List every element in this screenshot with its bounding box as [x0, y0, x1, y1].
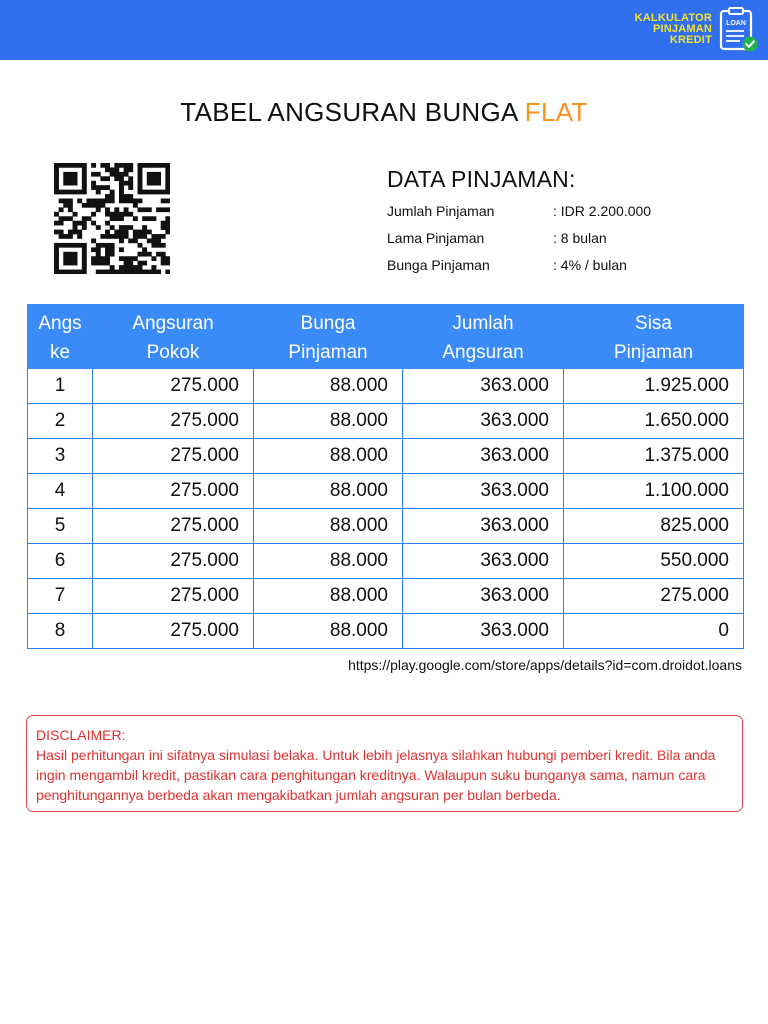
cell-principal: 275.000: [93, 579, 254, 614]
disclaimer-text: Hasil perhitungan ini sifatnya simulasi belaka. Untuk lebih jelasnya silahkan hubungi pemberi kredit. Bila anda ingin mengambil kredit, pastikan cara penghitungan kreditnya. Walaupun suku bunganya sama, namun cara penghitungannya berbeda akan mengakibatkan jumlah angsuran per bulan berbeda.: [36, 747, 716, 803]
cell-remaining-balance: 550.000: [564, 544, 744, 579]
loan-info-label: Lama Pinjaman: [387, 230, 485, 246]
loan-info-label: Bunga Pinjaman: [387, 257, 490, 273]
cell-total-installment: 363.000: [403, 474, 564, 509]
cell-remaining-balance: 0: [564, 614, 744, 649]
col-header-remaining-balance: [564, 305, 744, 369]
cell-total-installment: 363.000: [403, 439, 564, 474]
cell-principal: 275.000: [93, 509, 254, 544]
col-header-interest: [254, 305, 403, 369]
col-header-line: Bunga: [300, 312, 356, 334]
cell-installment-no: 4: [28, 474, 93, 509]
cell-installment-no: 6: [28, 544, 93, 579]
table-row: [28, 404, 744, 439]
cell-installment-no: 8: [28, 614, 93, 649]
qr-code: [54, 163, 170, 274]
table-row: [28, 369, 744, 404]
cell-total-installment: 363.000: [403, 614, 564, 649]
cell-interest: 88.000: [254, 474, 403, 509]
col-header-line: Pokok: [146, 341, 200, 363]
checkmark-badge-icon: [742, 36, 758, 52]
cell-principal: 275.000: [93, 474, 254, 509]
col-header-total-installment: [403, 305, 564, 369]
cell-interest: 88.000: [254, 544, 403, 579]
cell-total-installment: 363.000: [403, 404, 564, 439]
loan-clipboard-icon: [718, 6, 758, 52]
brand-logo: [635, 6, 758, 52]
cell-principal: 275.000: [93, 439, 254, 474]
table-row: [28, 509, 744, 544]
col-header-line: Pinjaman: [288, 341, 368, 363]
loan-info-value: : 8 bulan: [553, 230, 607, 246]
title-main: TABEL ANGSURAN BUNGA: [180, 97, 525, 127]
col-header-line: ke: [49, 341, 71, 363]
source-url: https://play.google.com/store/apps/details?id=com.droidot.loans: [348, 657, 742, 673]
cell-remaining-balance: 1.100.000: [564, 474, 744, 509]
disclaimer-box: [26, 715, 743, 812]
loan-info-label: Jumlah Pinjaman: [387, 203, 495, 219]
cell-installment-no: 2: [28, 404, 93, 439]
cell-interest: 88.000: [254, 579, 403, 614]
disclaimer-title: DISCLAIMER:: [36, 727, 126, 743]
table-row: [28, 439, 744, 474]
cell-interest: 88.000: [254, 509, 403, 544]
brand-line: KALKULATOR: [634, 11, 712, 24]
table-row: [28, 579, 744, 614]
cell-principal: 275.000: [93, 369, 254, 404]
loan-data-heading: DATA PINJAMAN:: [387, 166, 576, 192]
cell-total-installment: 363.000: [403, 579, 564, 614]
col-header-principal: [93, 305, 254, 369]
cell-total-installment: 363.000: [403, 369, 564, 404]
cell-total-installment: 363.000: [403, 509, 564, 544]
cell-remaining-balance: 1.375.000: [564, 439, 744, 474]
table-header-row: [28, 305, 744, 369]
cell-principal: 275.000: [93, 544, 254, 579]
cell-installment-no: 5: [28, 509, 93, 544]
table-row: [28, 544, 744, 579]
cell-interest: 88.000: [254, 614, 403, 649]
col-header-line: Jumlah: [452, 312, 514, 334]
table-row: [28, 614, 744, 649]
loan-info-value: : IDR 2.200.000: [553, 203, 652, 219]
cell-remaining-balance: 275.000: [564, 579, 744, 614]
cell-total-installment: 363.000: [403, 544, 564, 579]
cell-remaining-balance: 825.000: [564, 509, 744, 544]
col-header-line: Sisa: [635, 312, 672, 334]
cell-installment-no: 3: [28, 439, 93, 474]
col-header-installment-no: [28, 305, 93, 369]
installment-table: [27, 304, 744, 649]
loan-info-value: : 4% / bulan: [553, 257, 627, 273]
page-title: [0, 97, 768, 128]
cell-interest: 88.000: [254, 404, 403, 439]
cell-principal: 275.000: [93, 614, 254, 649]
brand-line: PINJAMAN: [652, 22, 712, 35]
cell-installment-no: 7: [28, 579, 93, 614]
table-row: [28, 474, 744, 509]
qr-code-graphic: [54, 163, 170, 274]
brand-line: KREDIT: [669, 33, 712, 46]
cell-interest: 88.000: [254, 439, 403, 474]
cell-principal: 275.000: [93, 404, 254, 439]
col-header-line: Angsuran: [442, 341, 524, 363]
cell-remaining-balance: 1.650.000: [564, 404, 744, 439]
cell-installment-no: 1: [28, 369, 93, 404]
col-header-line: Pinjaman: [613, 341, 694, 363]
brand-name: [635, 13, 712, 46]
cell-remaining-balance: 1.925.000: [564, 369, 744, 404]
cell-interest: 88.000: [254, 369, 403, 404]
col-header-line: Angs: [38, 312, 82, 334]
header-bar: [0, 0, 768, 60]
title-accent: FLAT: [524, 97, 588, 127]
col-header-line: Angsuran: [132, 312, 214, 334]
loan-badge-text: LOAN: [726, 20, 746, 27]
